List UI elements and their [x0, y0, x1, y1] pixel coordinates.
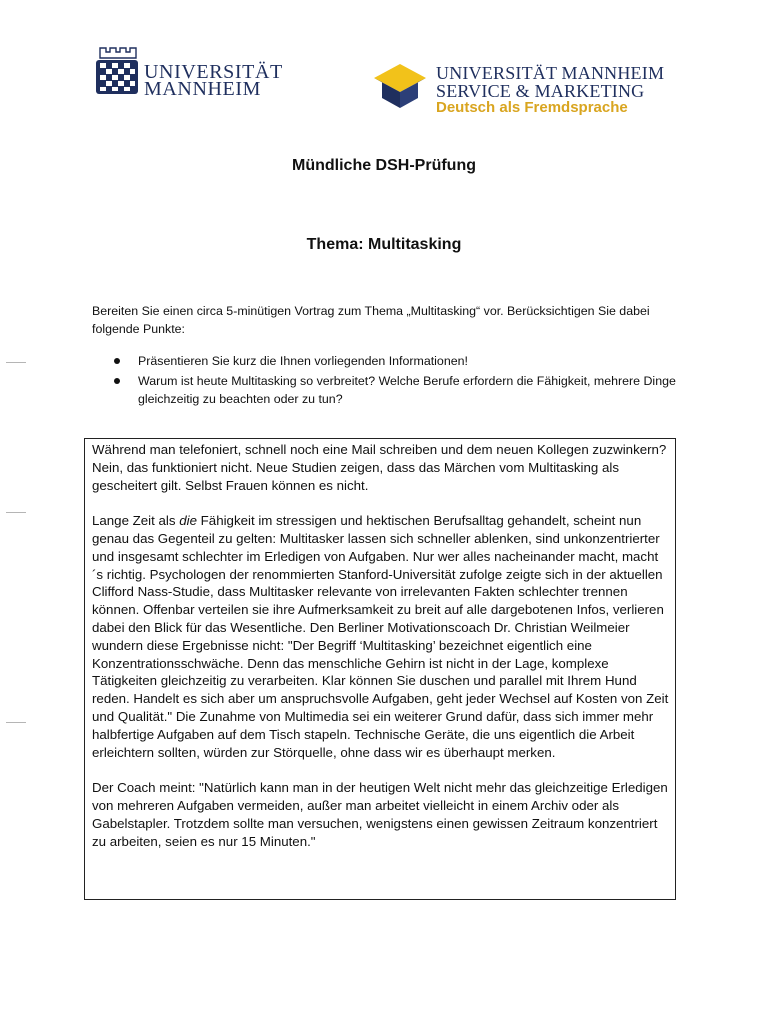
- graduation-cap-icon: [372, 62, 428, 110]
- margin-mark: [6, 722, 26, 723]
- castle-crest-icon: [92, 44, 142, 102]
- service-logo-line2: SERVICE & MARKETING: [436, 81, 645, 101]
- reading-text-box: [84, 438, 676, 900]
- margin-mark: [6, 362, 26, 363]
- bullet-icon: [114, 358, 120, 364]
- service-marketing-logo: [372, 60, 692, 124]
- service-logo-subtitle: Deutsch als Fremdsprache: [436, 99, 628, 116]
- list-item: [112, 372, 692, 408]
- task-list: [112, 352, 692, 410]
- paragraph: Lange Zeit als die Fähigkeit im stressigen und hektischen Berufsalltag gehandelt, scheint nun genau das Gegenteil zu gelten: Multitasker lassen sich schneller ablenken, sind unkonzentrierter und insgesamt schlechter im Erledigen von Aufgaben. Nur wer alles nacheinander macht, macht´s richtig. Psychologen der renommierten Stanford-Universität zufolge zeigte sich in der aktuellen Clifford Nass-Studie, dass Multitasker relevante von irrelevanten Fakten schlechter trennen können. Offenbar verteilen sie ihre Aufmerksamkeit zu breit auf alle dargebotenen Infos, verlieren dabei den Blick für das Wesentliche. Den Berliner Motivationscoach Dr. Christian Weilmeier wundern diese Ergebnisse nicht: "Der Begriff ‘Multitasking’ bezeichnet eigentlich eine Konzentrationsschwäche. Denn das menschliche Gehirn ist nicht in der Lage, komplexe Tätigkeiten gleichzeitig zu verarbeiten. Klar können Sie duschen und parallel mit Ihrem Hund reden. Handelt es sich aber um anspruchsvolle Aufgaben, geht jeder Wechsel auf Kosten von Zeit und Qualität." Die Zunahme von Multimedia sei ein weiterer Grund dafür, dass sich immer mehr halbfertige Aufgaben auf dem Tisch stapeln. Technische Geräte, die uns eigentlich die Arbeit erleichtern sollten, würden zur Störquelle, ohne dass wir es überhaupt merken.: [92, 513, 669, 760]
- university-mannheim-logo: [92, 44, 292, 104]
- list-item: [112, 352, 692, 370]
- emphasis: die: [179, 513, 197, 529]
- page-title: Mündliche DSH-Prüfung: [292, 157, 476, 174]
- university-logo-text: UNIVERSITÄT MANNHEIM: [144, 61, 283, 100]
- bullet-icon: [114, 378, 120, 384]
- paragraph: Während man telefoniert, schnell noch eine Mail schreiben und dem neuen Kollegen zuzwinkern? Nein, das funktioniert nicht. Neue Studien zeigen, dass das Märchen vom Multitasking als gescheitert gilt. Selbst Frauen können es nicht.: [92, 442, 667, 493]
- margin-mark: [6, 512, 26, 513]
- paragraph: Der Coach meint: "Natürlich kann man in der heutigen Welt nicht mehr das gleichzeitige Erledigen von mehreren Aufgaben vermeiden, außer man arbeitet vielleicht in einem Archiv oder als Gabelstapler. Trotzdem sollte man versuchen, wenigstens einen gewissen Zeitraum konzentriert zu arbeiten, seien es nur 15 Minuten.": [92, 780, 668, 849]
- instructions-text: Bereiten Sie einen circa 5-minütigen Vortrag zum Thema „Multitasking“ vor. Berücksichtigen Sie dabei folgende Punkte:: [92, 304, 650, 336]
- service-logo-line1: UNIVERSITÄT MANNHEIM: [436, 63, 665, 83]
- topic-title: Thema: Multitasking: [306, 236, 462, 253]
- list-item-text: Präsentieren Sie kurz die Ihnen vorliegenden Informationen!: [138, 354, 468, 368]
- list-item-text: Warum ist heute Multitasking so verbreitet? Welche Berufe erfordern die Fähigkeit, mehrere Dinge gleichzeitig zu beachten oder zu tun?: [138, 374, 676, 406]
